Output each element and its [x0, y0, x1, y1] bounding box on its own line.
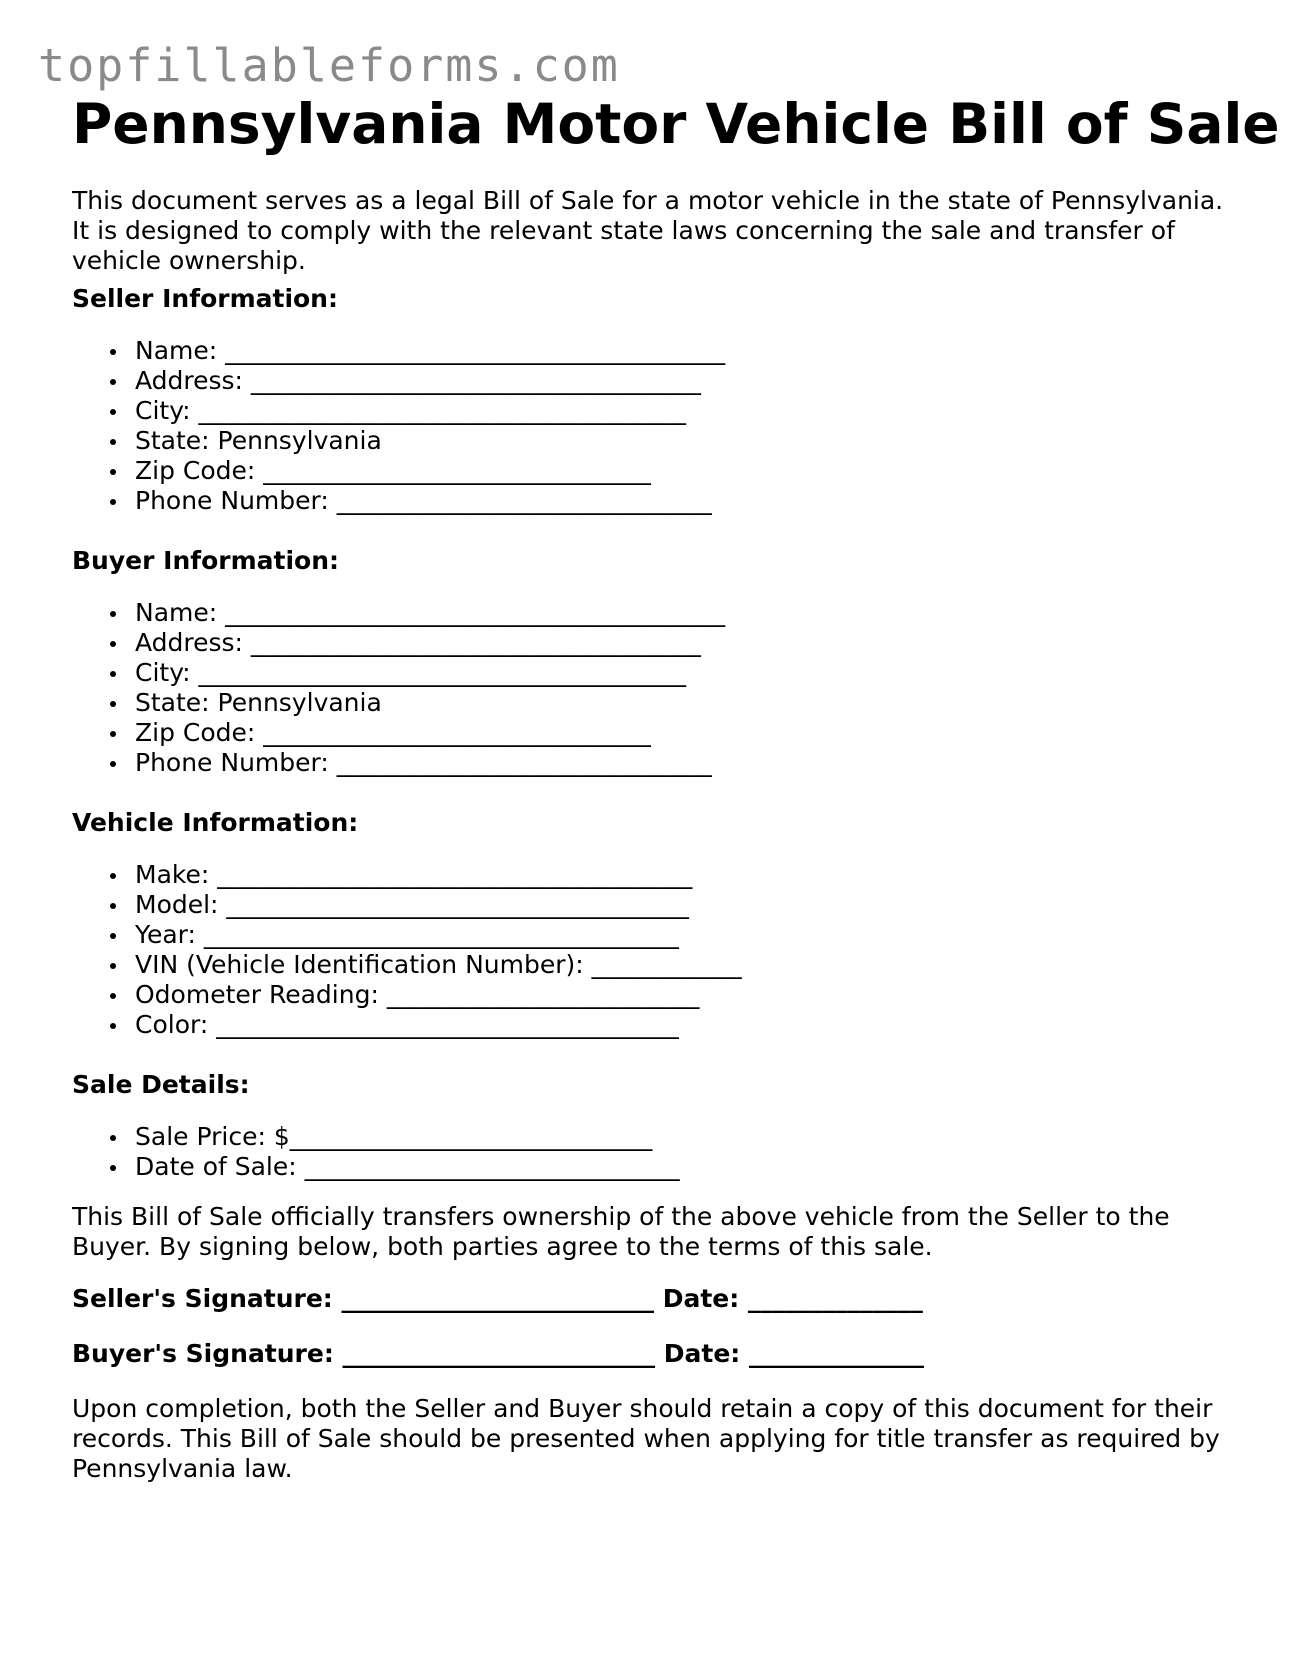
buyer-signature-line[interactable]: Buyer's Signature: _________________________ Date: ______________ [72, 1339, 924, 1368]
document-body [72, 90, 1280, 1483]
seller-signature-line[interactable]: Seller's Signature: _________________________ Date: ______________ [72, 1284, 923, 1313]
vehicle-vin-field[interactable]: VIN (Vehicle Identification Number): ____________ [135, 950, 742, 979]
vehicle-model-field[interactable]: Model: _____________________________________ [135, 890, 742, 920]
seller-name-field[interactable]: Name: ________________________________________ [135, 336, 726, 365]
seller-address-field[interactable]: Address: ____________________________________ [135, 366, 725, 396]
watermark: topfillableforms.com [38, 39, 620, 92]
vehicle-year-field[interactable]: Year: ______________________________________ [135, 920, 742, 950]
intro-paragraph: This document serves as a legal Bill of Sale for a motor vehicle in the state of Pennsylvania. It is designed to comply with the relevant state laws concerning the sale and transfer of vehicle ownership. [72, 186, 1224, 275]
sale-fields [72, 1122, 680, 1182]
vehicle-make-field[interactable]: Make: ______________________________________ [135, 860, 742, 890]
buyer-fields [72, 598, 725, 778]
vehicle-odometer-field[interactable]: Odometer Reading: _________________________ [135, 980, 742, 1010]
vehicle-color-field[interactable]: Color: _____________________________________ [135, 1010, 742, 1040]
sale-date-field[interactable]: Date of Sale: ______________________________ [135, 1152, 680, 1181]
sale-price-field[interactable]: Sale Price: $_____________________________ [135, 1122, 680, 1152]
page-title: Pennsylvania Motor Vehicle Bill of Sale [72, 92, 1280, 156]
buyer-state-field: State: Pennsylvania [135, 688, 725, 718]
seller-phone-field[interactable]: Phone Number: ______________________________ [135, 486, 725, 516]
buyer-city-field[interactable]: City: _______________________________________ [135, 658, 725, 688]
seller-zip-field[interactable]: Zip Code: _______________________________ [135, 456, 725, 486]
seller-state-field: State: Pennsylvania [135, 426, 725, 456]
buyer-heading: Buyer Information: [72, 546, 340, 575]
vehicle-fields [72, 860, 742, 1040]
closing-paragraph: Upon completion, both the Seller and Buyer should retain a copy of this document for their records. This Bill of Sale should be presented when applying for title transfer as required by Pennsylvania law. [72, 1394, 1220, 1483]
buyer-address-field[interactable]: Address: ____________________________________ [135, 628, 725, 658]
sale-heading: Sale Details: [72, 1070, 250, 1099]
buyer-zip-field[interactable]: Zip Code: _______________________________ [135, 718, 725, 748]
transfer-paragraph: This Bill of Sale officially transfers ownership of the above vehicle from the Seller to the Buyer. By signing below, both parties agree to the terms of this sale. [72, 1202, 1170, 1261]
buyer-name-field[interactable]: Name: ________________________________________ [135, 598, 726, 627]
buyer-phone-field[interactable]: Phone Number: ______________________________ [135, 748, 725, 778]
seller-fields [72, 336, 725, 516]
seller-city-field[interactable]: City: _______________________________________ [135, 396, 725, 426]
vehicle-heading: Vehicle Information: [72, 808, 359, 837]
seller-heading: Seller Information: [72, 284, 338, 313]
